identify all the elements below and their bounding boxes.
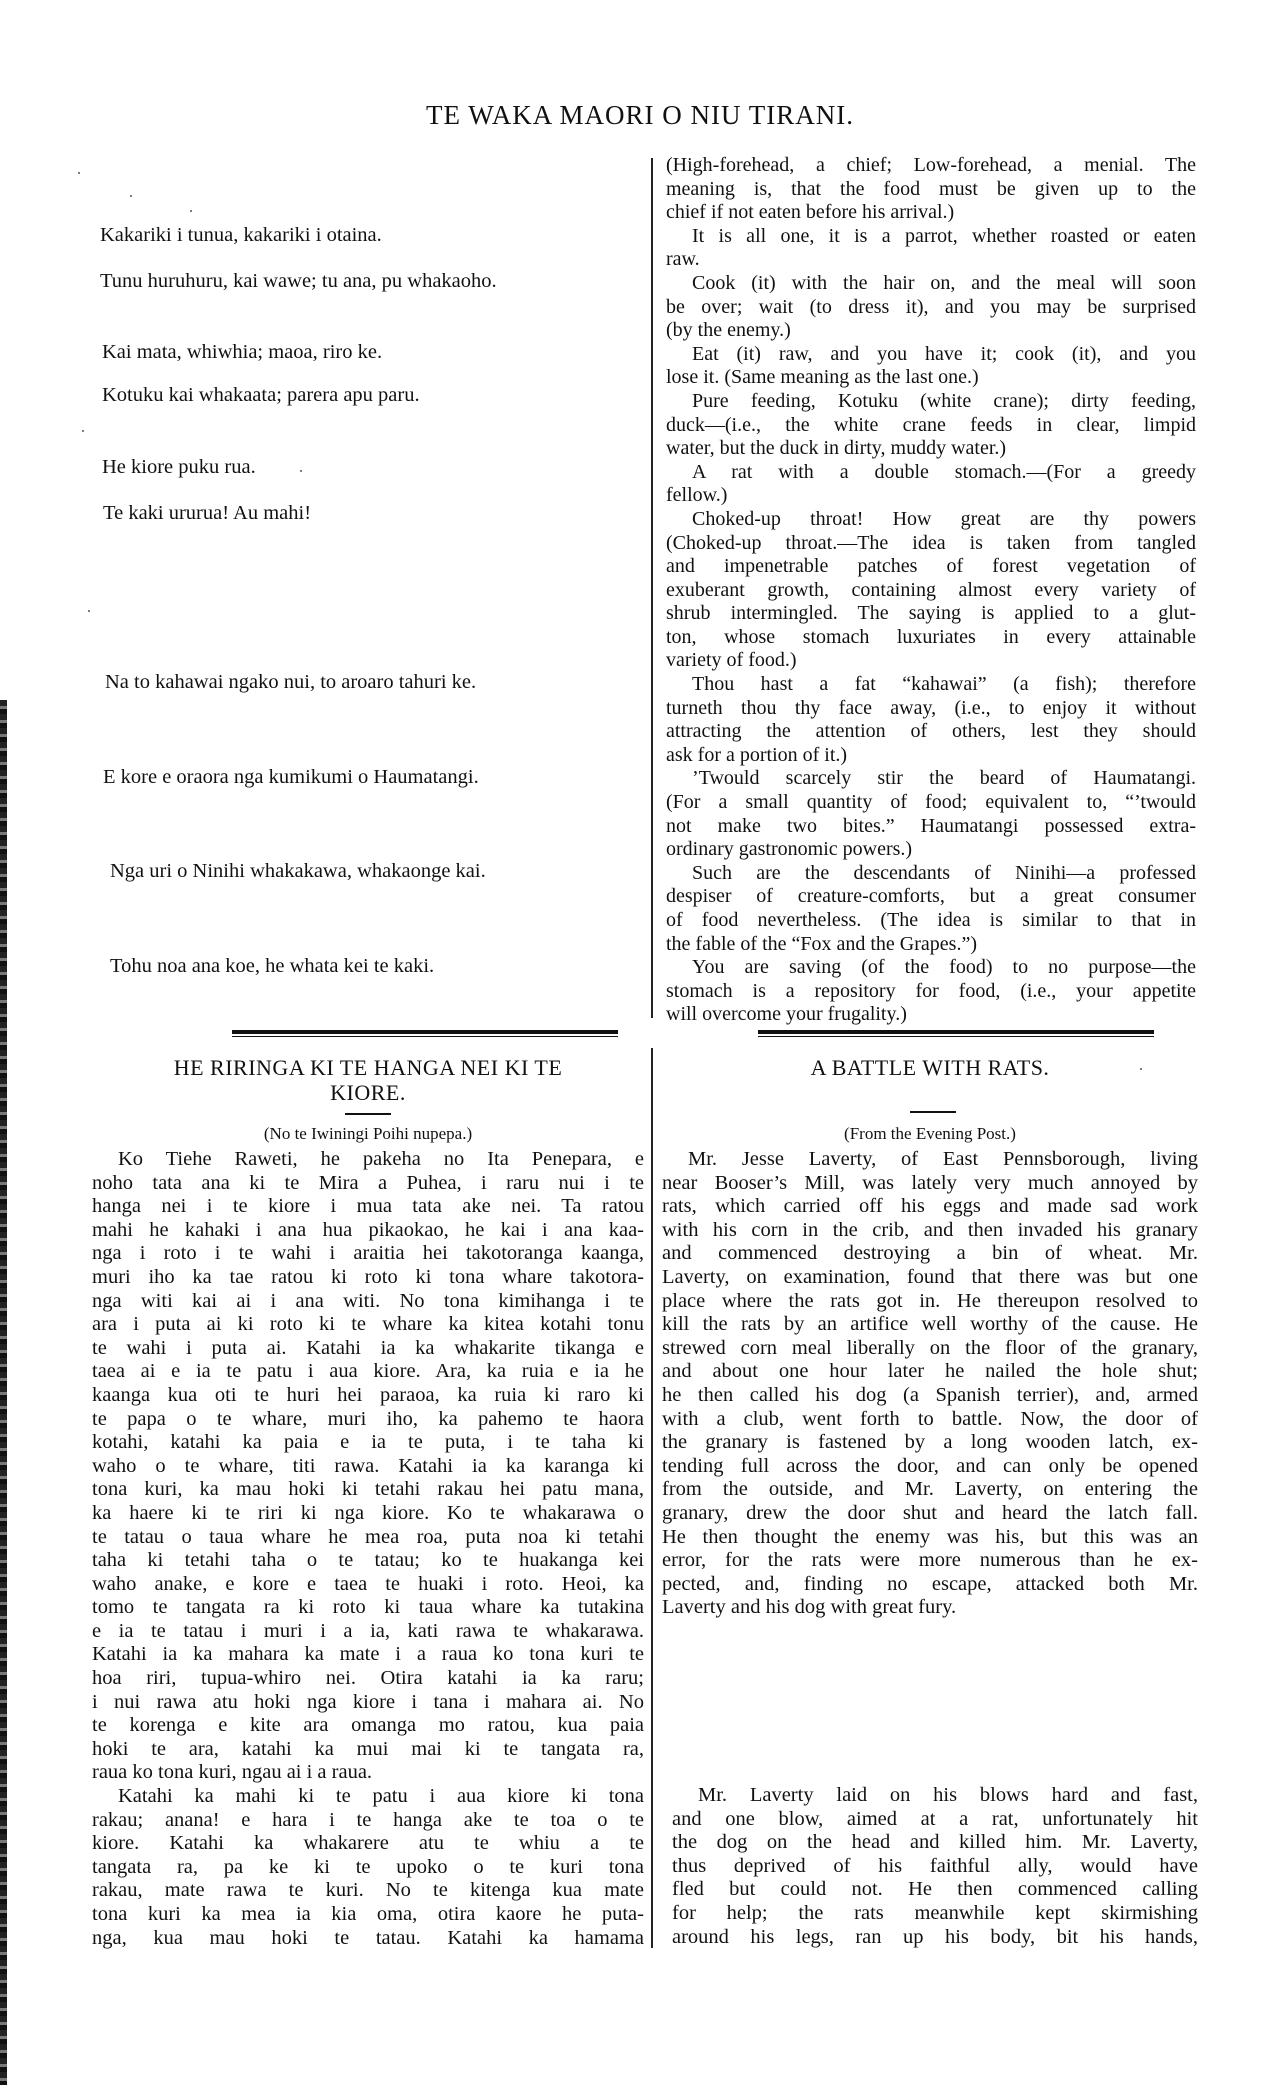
text-line: with a club, went forth to battle. Now, the door of [662,1407,1198,1430]
text-line: kaanga kua oti te huri hei paraoa, ka ruia ki raro ki [92,1383,644,1406]
text-line: attracting the attention of others, lest they should [666,720,1196,743]
text-line: duck—(i.e., the white crane feeds in clear, limpid [666,413,1196,436]
proverb: Na to kahawai ngako nui, to aroaro tahuri ke. [105,671,477,693]
text-line: fled but could not. He then commenced calling [672,1878,1198,1901]
text-line: not make two bites.” Haumatangi possessed extra- [666,814,1196,837]
article-source: (From the Evening Post.) [844,1124,1016,1143]
text-line: te papa o te whare, muri iho, ka pahemo te haora [92,1407,644,1430]
text-line: from the outside, and Mr. Laverty, on entering the [662,1478,1198,1501]
speckle [82,430,84,432]
proverb: Kotuku kai whakaata; parera apu paru. [102,384,420,406]
text-line: (Choked-up throat.—The idea is taken from tangled [666,531,1196,554]
text-line: hoa riri, tupua-whiro nei. Otira katahi ia ka raru; [92,1667,644,1690]
text-line: te tatau o taua whare he mea roa, puta noa ki tetahi [92,1525,644,1548]
article-body [662,1148,1198,1620]
article-source: (No te Iwiningi Poihi nupepa.) [263,1124,473,1143]
text-line: turneth thou thy face away, (i.e., to enjoy it without [666,696,1196,719]
text-line: You are saving (of the food) to no purpose—the [692,956,1196,979]
text-line: taea ai e ia te patu i aua kiore. Ara, ka ruia e ia he [92,1360,644,1383]
text-line: for help; the rats meanwhile kept skirmishing [672,1901,1198,1924]
text-line: (For a small quantity of food; equivalent to, “’twould [666,791,1196,814]
text-line: tangata ra, pa ke ki te upoko o te kuri tona [92,1855,644,1878]
text-line: Eat (it) raw, and you have it; cook (it), and you [692,342,1196,365]
text-line: Pure feeding, Kotuku (white crane); dirty feeding, [692,389,1196,412]
text-line: rakau, mate rawa te kuri. No te kitenga kua mate [92,1879,644,1902]
speckle [78,172,80,174]
text-line: be over; wait (to dress it), and you may be surprised [666,295,1196,318]
text-line: and one blow, aimed at a rat, unfortunately hit [672,1807,1198,1830]
text-line: ask for a portion of it.) [666,743,848,766]
text-line: rats, which carried off his eggs and made sad work [662,1195,1198,1218]
speckle [130,195,132,197]
proverb: Tohu noa ana koe, he whata kei te kaki. [110,955,435,977]
text-line: and commenced destroying a bin of wheat. Mr. [662,1242,1198,1265]
text-line: taha ki tetahi taha o te tatau; ko te huakanga kei [92,1549,644,1572]
text-line: nga, kua mau hoki te tatau. Katahi ka hamama [92,1926,644,1949]
text-line: around his legs, ran up his body, bit his hands, [672,1925,1198,1948]
text-line: rakau; anana! e hara i te hanga ake te toa o te [92,1808,644,1831]
text-line: muri iho ka tae ratou ki roto ki tona whare takotora- [92,1265,644,1288]
text-line: e ia te tatau i muri i a ia, kati rawa te whakarawa. [92,1619,644,1642]
text-line: waho o te whare, titi rawa. Katahi ia ka karanga ki [92,1454,644,1477]
proverb: E kore e oraora nga kumikumi o Haumatangi. [103,766,479,788]
text-line: with his corn in the crib, and then invaded his granary [662,1218,1198,1241]
text-line: ordinary gastronomic powers.) [666,838,913,861]
text-line: water, but the duck in dirty, muddy water.) [666,437,1007,460]
scan-edge-artifact [0,700,7,2085]
text-line: It is all one, it is a parrot, whether roasted or eaten [692,224,1196,247]
text-line: Mr. Jesse Laverty, of East Pennsborough, living [688,1148,1198,1170]
proverb: Kai mata, whiwhia; maoa, riro ke. [102,341,383,363]
text-line: fellow.) [666,484,728,507]
proverb: Tunu huruhuru, kai wawe; tu ana, pu whakaoho. [100,270,497,292]
text-line: raw. [666,248,700,271]
speckle [190,210,192,212]
article-body [92,1148,644,1950]
text-line: tomo te tangata ra ki roto ki taua whare ka tutakina [92,1596,644,1619]
text-line: exuberant growth, containing almost every variety of [666,578,1196,601]
text-line: te korenga e kite ara omanga mo ratou, kua paia [92,1714,644,1737]
text-line: chief if not eaten before his arrival.) [666,201,955,224]
text-line: kiore. Katahi ka whakarere atu te whiu a te [92,1832,644,1855]
text-line: Mr. Laverty laid on his blows hard and fast, [698,1784,1198,1806]
text-line: Choked-up throat! How great are thy powers [692,507,1196,530]
text-line: variety of food.) [666,649,797,672]
text-line: raua ko tona kuri, ngau ai i a raua. [92,1761,373,1784]
article-headline: A BATTLE WITH RATS. [810,1055,1050,1080]
text-line: noho tata ana ki te Mira a Puhea, i raru nui i te [92,1171,644,1194]
text-line: He then thought the enemy was his, but this was an [662,1525,1198,1548]
text-line: te wahi i puta ai. Katahi ia ka whakarite tikanga e [92,1336,644,1359]
text-line: tending full across the door, and can only be opened [662,1454,1198,1477]
short-rule [910,1111,956,1113]
text-line: kill the rats by an artifice well worthy of the cause. He [662,1313,1198,1336]
section-divider [232,1030,618,1038]
text-line: Thou hast a fat “kahawai” (a fish); therefore [692,673,1196,696]
text-line: granary, drew the door shut and heard the latch fall. [662,1501,1198,1524]
text-line: ka haere ki te riri ki nga kiore. Ko te whakarawa o [92,1501,644,1524]
text-line: Katahi ia ka mahara ka mate i a raua ko tona kuri te [92,1643,644,1666]
section-divider [758,1030,1154,1038]
text-line: the granary is fastened by a long wooden latch, ex- [662,1431,1198,1454]
column-divider [651,1048,653,1948]
text-line: ’Twould scarcely stir the beard of Haumatangi. [692,767,1196,790]
text-line: ton, whose stomach luxuriates in every attainable [666,625,1196,648]
proverb-translations [666,154,1196,1027]
text-line: Cook (it) with the hair on, and the meal will soon [692,271,1196,294]
proverb: Te kaki ururua! Au mahi! [103,502,312,524]
column-divider [651,158,653,1018]
text-line: Laverty and his dog with great fury. [662,1596,957,1619]
text-line: shrub intermingled. The saying is applied to a glut- [666,602,1196,625]
headline-line: KIORE. [330,1080,406,1105]
proverb: He kiore puku rua. [102,456,256,478]
speckle [88,610,90,612]
text-line: (High-forehead, a chief; Low-forehead, a menial. The [666,154,1196,176]
text-line: A rat with a double stomach.—(For a greedy [692,460,1196,483]
text-line: ara i puta ai ki roto ki te whare ka kitea kotahi tonu [92,1313,644,1336]
text-line: nga i roto i te wahi i araitia hei takotoranga kaanga, [92,1242,644,1265]
text-line: of food nevertheless. (The idea is similar to that in [666,909,1196,931]
text-line: Katahi ka mahi ki te patu i aua kiore ki tona [118,1785,644,1808]
text-line: will overcome your frugality.) [666,1003,907,1026]
speckle [300,470,302,472]
proverb: Kakariki i tunua, kakariki i otaina. [100,224,382,246]
text-line: meaning is, that the food must be given up to the [666,177,1196,200]
text-line: Such are the descendants of Ninihi—a professed [692,861,1196,884]
text-line: stomach is a repository for food, (i.e., your appetite [666,979,1196,1002]
short-rule [345,1113,391,1115]
text-line: the dog on the head and killed him. Mr. Laverty, [672,1831,1198,1854]
text-line: hoki te ara, katahi ka mui mai ki te tangata ra, [92,1737,644,1760]
text-line: place where the rats got in. He thereupon resolved to [662,1289,1198,1312]
text-line: and impenetrable patches of forest vegetation of [666,555,1196,578]
article-body [672,1784,1198,1949]
proverb: Nga uri o Ninihi whakakawa, whakaonge kai. [110,860,486,882]
text-line: he then called his dog (a Spanish terrier), and, armed [662,1383,1198,1406]
text-line: and about one hour later he nailed the hole shut; [662,1360,1198,1383]
text-line: thus deprived of his faithful ally, would have [672,1854,1198,1877]
text-line: pected, and, finding no escape, attacked both Mr. [662,1572,1198,1595]
text-line: Laverty, on examination, found that there was but one [662,1265,1198,1288]
text-line: tona kuri, ka mau hoki ki tetahi rakau hei patu mana, [92,1478,644,1501]
text-line: hanga nei i te kiore i mua tata ake nei. Ta ratou [92,1195,644,1218]
text-line: lose it. (Same meaning as the last one.) [666,366,979,389]
masthead-title: TE WAKA MAORI O NIU TIRANI. [426,100,854,130]
text-line: Ko Tiehe Raweti, he pakeha no Ita Penepara, e [118,1148,644,1170]
text-line: tona kuri ka mea ia kia oma, otira kaore he puta- [92,1903,644,1925]
text-line: nga witi kai ai i ana witi. No tona kimihanga i te [92,1289,644,1312]
text-line: despiser of creature-comforts, but a great consumer [666,885,1196,908]
text-line: (by the enemy.) [666,319,791,342]
text-line: strewed corn meal liberally on the floor of the granary, [662,1336,1198,1359]
article-headline [90,1055,646,1105]
headline-line: HE RIRINGA KI TE HANGA NEI KI TE [173,1055,563,1080]
text-line: i nui rawa atu hoki nga kiore i tana i mahara ai. No [92,1690,644,1713]
text-line: the fable of the “Fox and the Grapes.”) [666,932,977,955]
text-line: near Booser’s Mill, was lately very much annoyed by [662,1171,1198,1194]
text-line: waho anake, e kore e taea te huaki i roto. Heoi, ka [92,1572,644,1595]
text-line: error, for the rats were more numerous than he ex- [662,1549,1198,1572]
text-line: mahi he kahaki i ana hua pikaokao, he kai i ana kaa- [92,1218,644,1241]
text-line: kotahi, katahi ka paia e ia te puta, i te taha ki [92,1431,644,1454]
